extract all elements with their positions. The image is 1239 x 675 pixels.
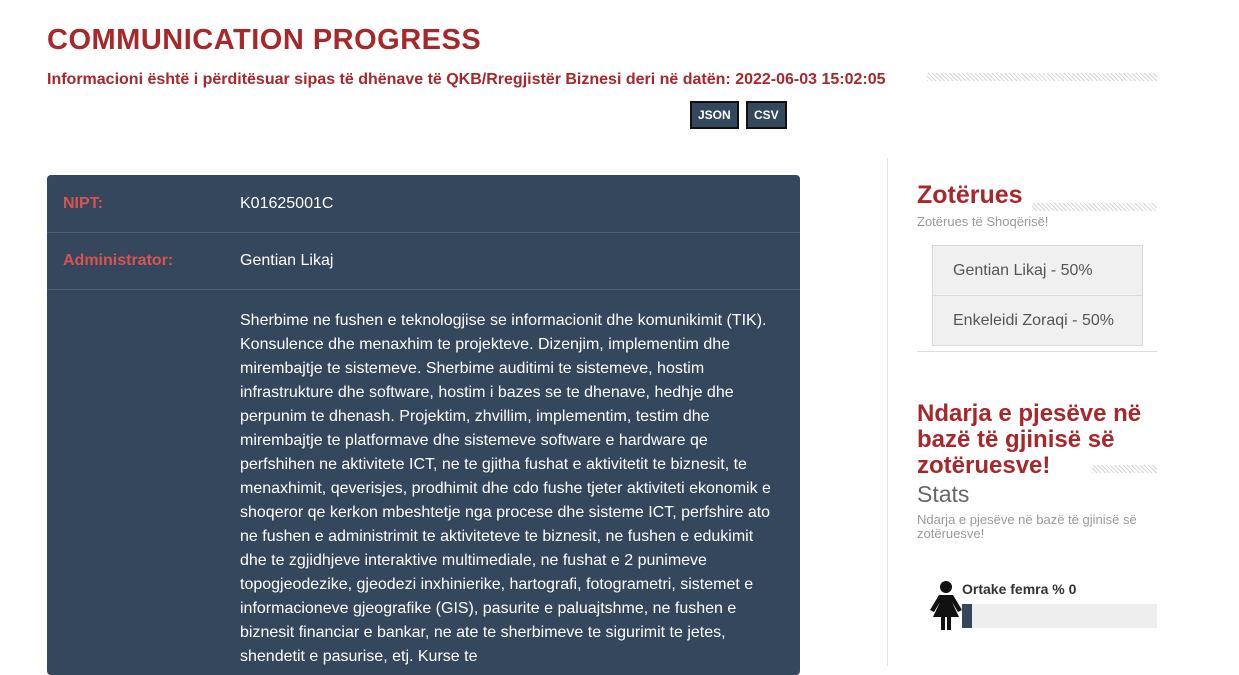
business-details-panel <box>47 175 800 675</box>
female-share-bar-fill <box>962 604 972 628</box>
page-title: COMMUNICATION PROGRESS <box>47 24 482 56</box>
owners-subtitle: Zotërues të Shoqërisë! <box>917 214 1049 229</box>
owners-title: Zotërues <box>917 181 1023 209</box>
administrator-value: Gentian Likaj <box>240 252 334 269</box>
csv-export-button[interactable]: CSV <box>746 101 787 129</box>
decorative-stripe <box>927 73 1157 81</box>
stats-label: Stats <box>917 481 970 507</box>
decorative-stripe <box>1092 465 1157 473</box>
administrator-row <box>47 233 800 290</box>
owners-list <box>932 245 1143 346</box>
update-info: Informacioni është i përditësuar sipas të dhënave të QKB/Rregjistër Biznesi deri në datën: 2022-06-03 15:02:05 <box>47 71 886 88</box>
decorative-stripe <box>1032 203 1157 211</box>
nipt-value: K01625001C <box>240 194 334 212</box>
gender-subtitle: Ndarja e pjesëve në bazë të gjinisë së zotëruesve! <box>917 512 1137 541</box>
description-label <box>47 309 240 669</box>
nipt-label: NIPT: <box>63 194 103 212</box>
owner-item: Gentian Likaj - 50% <box>933 246 1142 296</box>
description-row <box>47 290 800 669</box>
female-share-bar <box>962 604 1157 628</box>
female-person-icon <box>929 580 963 630</box>
gender-title: Ndarja e pjesëve në bazë të gjinisë së zotëruesve! <box>917 400 1142 479</box>
female-share-label: Ortake femra % 0 <box>962 581 1077 597</box>
divider <box>917 351 1157 352</box>
json-export-button[interactable]: JSON <box>690 101 739 129</box>
administrator-label: Administrator: <box>63 252 174 269</box>
sidebar-divider <box>887 158 888 666</box>
activity-description: Sherbime ne fushen e teknologjise se informacionit dhe komunikimit (TIK). Konsulence dhe menaxhim te projekteve. Dizenjim, implementim dhe mirembajtje te sistemeve. Sherbime auditimi te sistemeve, hostim infrastrukture dhe software, hostim i bazes se te dhenave, hedhje dhe perpunim te dhenash. Projektim, zhvillim, implementim, testim dhe mirembajtje te platformave dhe sistemeve software e hardware qe perfshihen ne aktivitete ICT, ne te gjitha fushat e aktivitetit te biznesit, te menaxhimit, qeverisjes, prodhimit dhe cdo fushe tjeter aktiviteti ekonomik e shoqeror qe kerkon mbeshtetje nga procese dhe sisteme ICT, perfshire ato ne fushen e administrimit te aktiviteteve te biznesit, ne fushen e edukimit dhe te zgjidhjeve interaktive multimediale, ne fushat e 2 punimeve topogjeodezike, gjeodezi inxhinierike, hartografi, fotogrametri, sistemet e informacioneve gjeografike (GIS), pasurite e paluajtshme, ne fushen e biznesit financiar e bankar, ne ate te sherbimeve te sigurimit te jetes, shendetit e pasurise, etj. Kurse te <box>240 312 771 665</box>
owner-item: Enkeleidi Zoraqi - 50% <box>953 312 1114 329</box>
nipt-row <box>47 175 800 233</box>
